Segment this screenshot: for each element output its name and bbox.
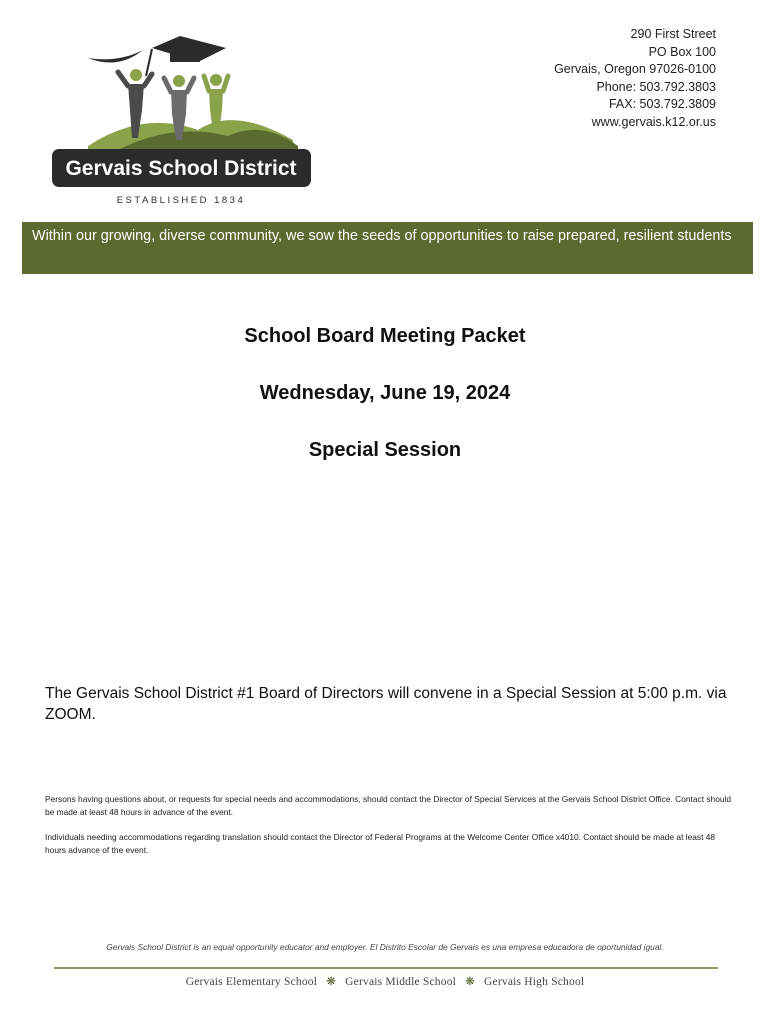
footer-divider [54,967,718,969]
district-logo-graphic [48,18,318,208]
address-city: Gervais, Oregon 97026-0100 [554,62,716,77]
address-fax: FAX: 503.792.3809 [608,97,716,112]
mission-banner [22,222,753,274]
school-elementary: Gervais Elementary School [185,976,318,988]
school-high: Gervais High School [484,976,585,988]
address-website[interactable]: www.gervais.k12.or.us [591,114,716,129]
meeting-date: Wednesday, June 19, 2024 [259,382,511,404]
flower-separator-icon: ❋ [326,976,337,988]
logo-name: Gervais School District [65,157,297,180]
packet-title: School Board Meeting Packet [244,325,526,347]
school-middle: Gervais Middle School [345,976,457,988]
logo-established: ESTABLISHED 1834 [116,195,246,206]
schools-list [0,974,770,988]
equal-opportunity-statement: Gervais School District is an equal opportunity educator and employer. El Distrito Escolar de Gervais es una empresa educadora de oportunidad igual. [106,942,664,952]
address-phone: Phone: 503.792.3803 [596,79,716,94]
address-po-box: PO Box 100 [648,44,716,59]
session-type: Special Session [308,439,462,461]
special-needs-note: Persons having questions about, or requests for special needs and accommodations, should contact the Director of Special Services at the Gervais School District Office. Contact should be made at least 48 hours in advance of the event. [45,794,732,817]
address-street: 290 First Street [630,27,716,41]
district-logo [48,18,318,208]
address-block [554,26,716,132]
mission-text: Within our growing, diverse community, we sow the seeds of opportunities to raise prepared, resilient students [32,228,732,244]
convene-statement: The Gervais School District #1 Board of Directors will convene in a Special Session at 5:00 p.m. via ZOOM. [45,685,727,723]
flower-separator-icon: ❋ [465,976,475,988]
translation-note: Individuals needing accommodations regarding translation should contact the Director of Federal Programs at the Welcome Center Office x4010. Contact should be made at least 48 hours advance of the event. [45,832,716,855]
